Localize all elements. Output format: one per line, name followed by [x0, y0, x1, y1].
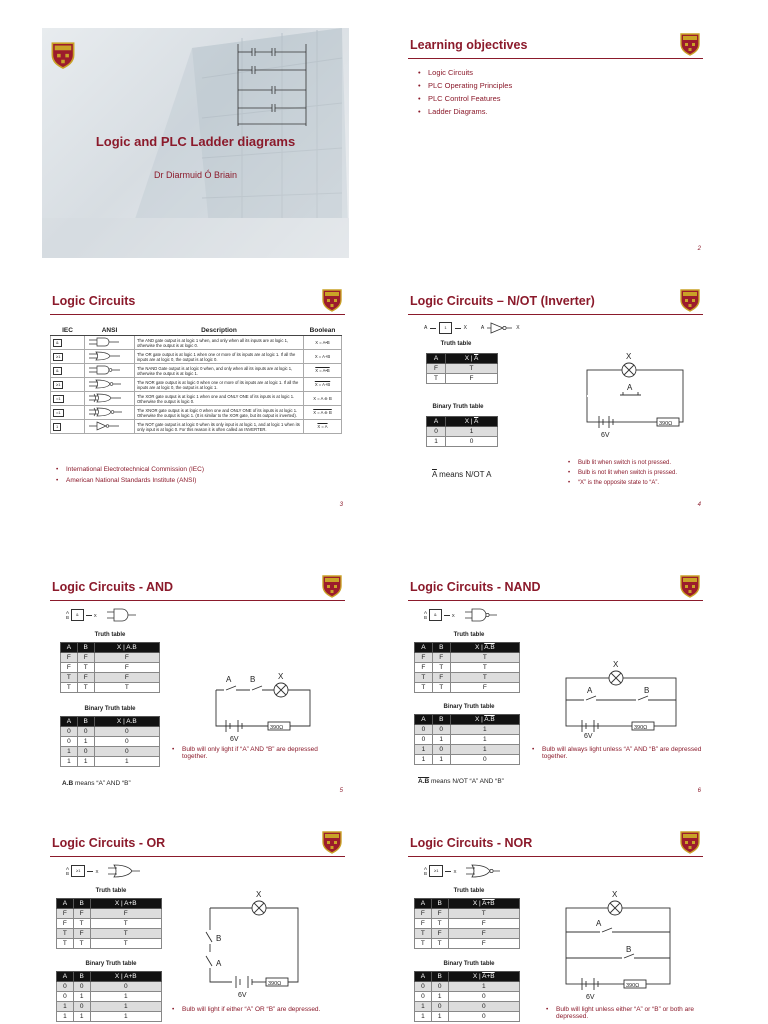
binary-truth-table-caption: Binary Truth table [85, 961, 137, 967]
slide-8 [400, 826, 707, 1024]
truth-table: A B X | A.B F F F F T F T F F T T T [60, 642, 160, 693]
college-crest-icon [679, 32, 701, 56]
iec-not-gate-symbol: 1 [439, 322, 451, 334]
truth-table-caption: Truth table [440, 341, 472, 347]
list-item: • Bulb will only light if “A” AND “B” are depressed together. [172, 746, 342, 760]
battery-label: 6V [601, 432, 610, 438]
table-row [51, 364, 342, 378]
truth-table-caption: Truth table [95, 888, 127, 894]
truth-table-caption: Truth table [94, 632, 126, 638]
list-item: • Ladder Diagrams. [418, 107, 512, 116]
ansi-and-gate-icon [107, 608, 137, 622]
ansi-and-gate-icon [87, 337, 127, 347]
objectives-list [418, 68, 512, 120]
iec-gate-symbol: =1 [53, 409, 64, 417]
binary-truth-table-caption: Binary Truth table [432, 404, 484, 410]
slide-title: Logic Circuits - AND [52, 580, 174, 594]
college-crest-icon [679, 830, 701, 854]
slide-6 [400, 570, 707, 800]
college-crest-icon [50, 40, 76, 70]
and-note: A.B means “A” AND “B” [62, 780, 131, 787]
column-header: Boolean [304, 326, 342, 336]
column-header: IEC [51, 326, 85, 336]
title-rule [408, 600, 703, 601]
binary-truth-table: A B X | A+B 0 0 0 0 1 1 1 0 1 1 1 1 [56, 971, 162, 1022]
truth-table: A B X | A+B F F T F T F T F F T T F [414, 898, 520, 949]
ansi-nor-gate-icon [87, 379, 127, 389]
iec-gate-symbol: 1 [53, 423, 61, 431]
switch-a-label: A [216, 959, 222, 968]
switch-b-label: B [626, 945, 632, 954]
switch-b-label: B [250, 675, 256, 684]
title-rule [50, 856, 345, 857]
ansi-xnor-gate-icon [87, 407, 127, 417]
column-header: ANSI [85, 326, 135, 336]
nand-circuit-diagram [562, 658, 688, 738]
binary-truth-table-caption: Binary Truth table [84, 706, 136, 712]
iec-gate-symbol: =1 [53, 395, 64, 403]
slide-5 [42, 570, 349, 800]
truth-table: A B X | A.B F F T F T T T F T T T F [414, 642, 520, 693]
presentation-title: Logic and PLC Ladder diagrams [95, 134, 296, 149]
gate-description: The NAND Gate output is at logic 0 when, and only when all its inputs are at logic 1, otherwise the output is at logic 1. [135, 364, 304, 378]
ansi-or-gate-icon [108, 864, 140, 878]
truth-table-caption: Truth table [453, 632, 485, 638]
binary-truth-table: A X | $\overline{A}$ 0 1 1 0 [426, 416, 498, 447]
table-row [51, 420, 342, 434]
boolean-expression: X = A [304, 420, 342, 434]
slide-title: Logic Circuits - NAND [410, 580, 541, 594]
nor-notes-list [546, 1006, 702, 1024]
switch-label: A [627, 383, 633, 392]
ansi-not-gate-icon [87, 421, 127, 431]
slide-1 [42, 28, 349, 258]
list-item: • Bulb will light if either “A” OR “B” are depressed. [172, 1006, 342, 1013]
slide-title: Logic Circuits [52, 294, 136, 308]
slide-2 [400, 28, 707, 258]
iec-gate-symbol: ≥1 [53, 381, 63, 389]
truth-table-caption: Truth table [453, 888, 485, 894]
table-row [51, 336, 342, 350]
and-notes-list [172, 746, 342, 764]
slide-3 [42, 284, 349, 514]
gate-symbols: A B ≥1 X [424, 864, 500, 878]
page-number: 4 [697, 502, 701, 508]
ansi-not-gate-icon [487, 322, 513, 334]
and-circuit-diagram [202, 668, 322, 758]
gate-symbols: A B & X [66, 608, 137, 622]
iec-gate-symbol: & [53, 367, 62, 375]
slide-title: Learning objectives [410, 38, 528, 52]
battery-label: 6V [584, 733, 593, 738]
or-circuit-diagram [202, 886, 302, 1004]
gate-description: The OR gate output is at logic 1 when one or more of its inputs are at logic 1. If all the inputs are at logic 0, the output is at logic 0. [135, 350, 304, 364]
iec-and-gate-symbol: & [71, 609, 84, 621]
ansi-or-gate-icon [87, 351, 127, 361]
title-rule [408, 314, 703, 315]
gate-description: The NOT gate output is at logic 0 when its only input is at logic 1, and at logic 1 when its only input is at logic 0. For this reason it is often called an INVERTER. [135, 420, 304, 434]
table-row [51, 392, 342, 406]
resistor-label: 390Ω [268, 981, 282, 987]
table-row [51, 406, 342, 420]
switch-b-label: B [216, 934, 222, 943]
page-number: 6 [697, 788, 701, 794]
slide-7 [42, 826, 349, 1024]
list-item: • Bulb will light unless either “A” or “B” or both are depressed. [546, 1006, 702, 1020]
college-crest-icon [321, 574, 343, 598]
title-rule [408, 856, 703, 857]
boolean-expression: X = A•B [304, 364, 342, 378]
gate-symbols: A B ≥1 X [66, 864, 140, 878]
iec-gate-symbol: ≥1 [53, 353, 63, 361]
iec-nor-gate-symbol: ≥1 [429, 865, 443, 877]
iec-or-gate-symbol: ≥1 [71, 865, 85, 877]
gate-description: The NOR gate output is at logic 0 when one or more of its inputs are at logic 1. If all the inputs are at logic 0, the output is at logic 1. [135, 378, 304, 392]
gate-description: The AND gate output is at logic 1 when, and only when all its inputs are at logic 1, otherwise the output is at logic 0. [135, 336, 304, 350]
bulb-label: X [626, 352, 632, 361]
iec-gate-symbol: & [53, 339, 62, 347]
table-row [51, 378, 342, 392]
table-row [51, 350, 342, 364]
standards-list [56, 466, 204, 488]
boolean-expression: X = A ⊕ B [304, 392, 342, 406]
not-note: $\overline{A}$ means N/OT A [432, 470, 492, 479]
battery-label: 6V [238, 992, 247, 999]
bulb-label: X [613, 660, 619, 669]
resistor-label: 390Ω [626, 983, 640, 989]
slide-title: Logic Circuits - NOR [410, 836, 533, 850]
resistor-label: 390Ω [659, 421, 673, 427]
slide-title: Logic Circuits – N/OT (Inverter) [410, 294, 595, 308]
iec-nand-gate-symbol: & [429, 609, 442, 621]
list-item: • “X” is the opposite state to “A”. [568, 480, 677, 486]
list-item: • PLC Operating Principles [418, 81, 512, 90]
page-number: 2 [697, 246, 701, 252]
nor-circuit-diagram [560, 884, 686, 1002]
switch-a-label: A [596, 919, 602, 928]
binary-truth-table: A B X | A.B 0 0 1 0 1 1 1 0 1 1 1 0 [414, 714, 520, 765]
truth-table: A B X | A+B F F F F T T T F T T T T [56, 898, 162, 949]
nand-notes-list [532, 746, 702, 764]
college-crest-icon [321, 288, 343, 312]
list-item: • International Electrotechnical Commission (IEC) [56, 466, 204, 473]
column-header: Description [135, 326, 304, 336]
college-crest-icon [321, 830, 343, 854]
binary-truth-table: A B X | A.B 0 0 0 0 1 0 1 0 0 1 1 1 [60, 716, 160, 767]
bulb-label: X [278, 672, 284, 681]
switch-a-label: A [226, 675, 232, 684]
logic-gates-table [50, 326, 342, 434]
gate-symbols: A B & X [424, 608, 497, 622]
not-circuit-diagram [575, 348, 695, 438]
title-rule [408, 58, 703, 59]
list-item: • Bulb is not lit when switch is pressed. [568, 470, 677, 476]
switch-a-label: A [587, 686, 593, 695]
not-notes-list [568, 460, 677, 490]
ansi-nand-gate-icon [87, 365, 127, 375]
switch-b-label: B [644, 686, 650, 695]
bulb-label: X [256, 890, 262, 899]
binary-truth-table-caption: Binary Truth table [443, 704, 495, 710]
binary-truth-table-caption: Binary Truth table [443, 961, 495, 967]
or-notes-list [172, 1006, 342, 1017]
list-item: • Logic Circuits [418, 68, 512, 77]
resistor-label: 390Ω [270, 725, 284, 731]
page-number: 5 [339, 788, 343, 794]
boolean-expression: X = A ⊕ B [304, 406, 342, 420]
resistor-label: 390Ω [634, 725, 648, 731]
ladder-diagram-icon [232, 40, 312, 130]
gate-description: The XOR gate output is at logic 1 when one and ONLY ONE of its inputs is at logic 1. Otherwise the output is logic 0. [135, 392, 304, 406]
list-item: • PLC Control Features [418, 94, 512, 103]
slide-4 [400, 284, 707, 514]
gate-symbols: A 1 X A X [424, 322, 520, 334]
ansi-xor-gate-icon [87, 393, 127, 403]
truth-table: A X | $\overline{A}$ F T T F [426, 353, 498, 384]
page-number: 3 [339, 502, 343, 508]
list-item: • American National Standards Institute (ANSI) [56, 477, 204, 484]
college-crest-icon [679, 288, 701, 312]
slide-title: Logic Circuits - OR [52, 836, 166, 850]
gate-description: The XNOR gate output is at logic 0 when one and ONLY ONE of its inputs is at logic 1. Otherwise the output is logic 1. (It is similar to the XOR gate, but its output is inverted). [135, 406, 304, 420]
bulb-label: X [612, 890, 618, 899]
battery-label: 6V [230, 736, 239, 743]
college-crest-icon [679, 574, 701, 598]
ansi-nand-gate-icon [465, 608, 497, 622]
list-item: • Bulb lit when switch is not pressed. [568, 460, 677, 466]
title-rule [50, 314, 345, 315]
battery-label: 6V [586, 994, 595, 1001]
ansi-nor-gate-icon [466, 864, 500, 878]
presentation-author: Dr Diarmuid Ó Briain [153, 170, 238, 180]
boolean-expression: X = A•B [304, 336, 342, 350]
boolean-expression: X = A+B [304, 350, 342, 364]
list-item: • Bulb will always light unless “A” AND “B” are depressed together. [532, 746, 702, 760]
nand-note: A.B means N/OT “A” AND “B” [418, 778, 504, 785]
binary-truth-table: A B X | A+B 0 0 1 0 1 0 1 0 0 1 1 0 [414, 971, 520, 1022]
title-rule [50, 600, 345, 601]
boolean-expression: X = A+B [304, 378, 342, 392]
